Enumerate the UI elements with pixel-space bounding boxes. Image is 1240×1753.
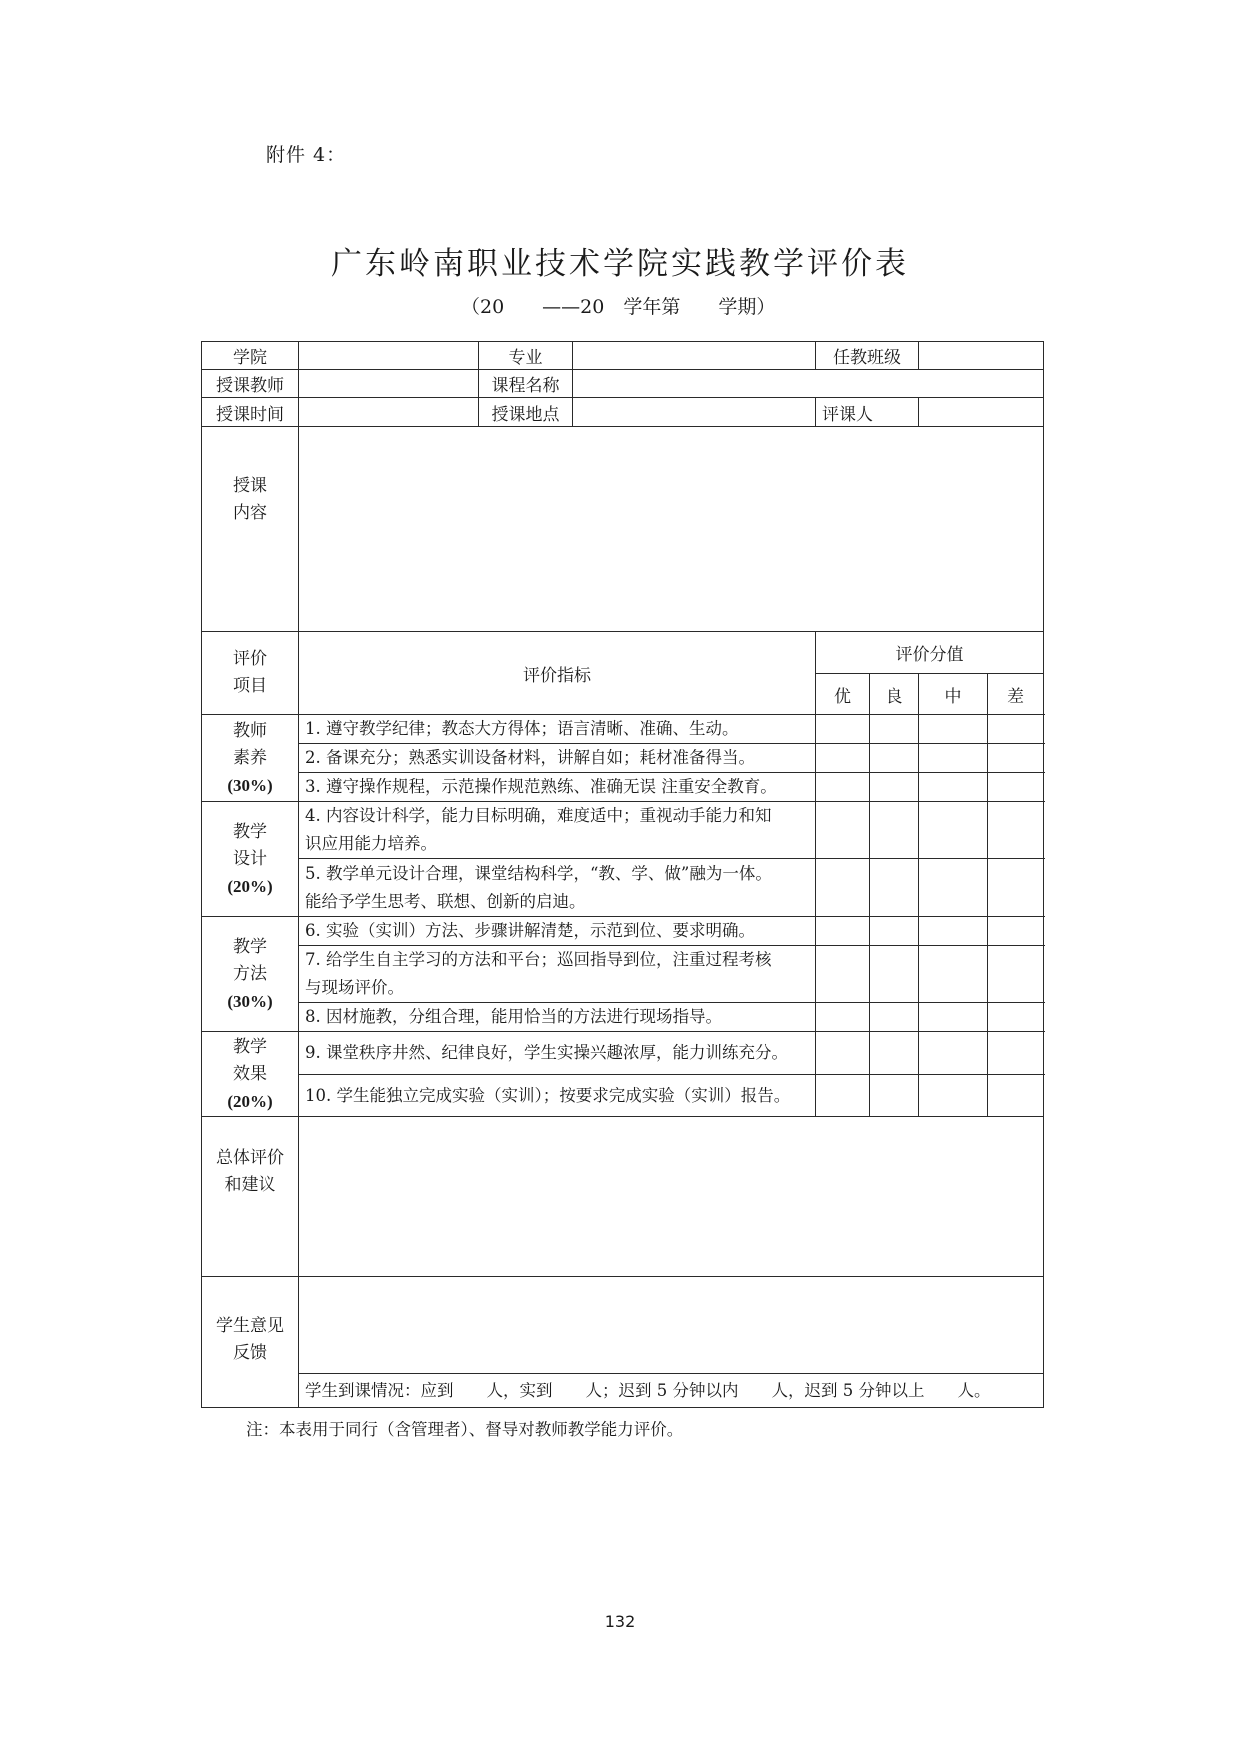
- score-cell[interactable]: [919, 946, 988, 1003]
- score-cell[interactable]: [816, 1003, 870, 1032]
- score-cell[interactable]: [988, 1032, 1044, 1075]
- overall-field[interactable]: [299, 1117, 1044, 1277]
- score-cell[interactable]: [816, 802, 870, 859]
- score-cell[interactable]: [870, 715, 919, 744]
- category-teacher-quality: 教师 素养 (30%): [202, 715, 299, 802]
- score-cell[interactable]: [988, 715, 1044, 744]
- score-cell[interactable]: [870, 946, 919, 1003]
- major-field[interactable]: [573, 342, 816, 370]
- feedback-field[interactable]: [299, 1277, 1044, 1374]
- score-cell[interactable]: [919, 917, 988, 946]
- time-label: 授课时间: [202, 398, 299, 427]
- score-cell[interactable]: [870, 1075, 919, 1117]
- score-cell[interactable]: [816, 744, 870, 773]
- score-cell[interactable]: [870, 1032, 919, 1075]
- score-cell[interactable]: [870, 802, 919, 859]
- attachment-label: 附件 4：: [266, 144, 347, 166]
- score-cell[interactable]: [988, 946, 1044, 1003]
- class-field[interactable]: [919, 342, 1044, 370]
- category-teaching-design: 教学 设计 (20%): [202, 802, 299, 917]
- score-cell[interactable]: [919, 773, 988, 802]
- score-cell[interactable]: [919, 859, 988, 917]
- indicator-9: 9. 课堂秩序井然、纪律良好，学生实操兴趣浓厚，能力训练充分。: [299, 1032, 816, 1075]
- course-label: 课程名称: [479, 370, 573, 398]
- score-cell[interactable]: [816, 946, 870, 1003]
- eval-indicator-header: 评价指标: [299, 632, 816, 715]
- indicator-8: 8. 因材施教，分组合理，能用恰当的方法进行现场指导。: [299, 1003, 816, 1032]
- score-cell[interactable]: [919, 1075, 988, 1117]
- overall-label: 总体评价 和建议: [202, 1117, 299, 1277]
- grade-average: 中: [919, 674, 988, 715]
- major-label: 专业: [479, 342, 573, 370]
- location-field[interactable]: [573, 398, 816, 427]
- score-cell[interactable]: [919, 715, 988, 744]
- class-label: 任教班级: [816, 342, 919, 370]
- indicator-4: 4. 内容设计科学，能力目标明确，难度适中；重视动手能力和知 识应用能力培养。: [299, 802, 816, 859]
- content-label: 授课 内容: [202, 427, 299, 632]
- reviewer-label: 评课人: [816, 398, 919, 427]
- form-subtitle: （20 ——20 学年第 学期）: [461, 296, 776, 318]
- attendance-line: 学生到课情况：应到 人，实到 人；迟到 5 分钟以内 人，迟到 5 分钟以上 人。: [299, 1374, 1044, 1408]
- score-cell[interactable]: [919, 1032, 988, 1075]
- location-label: 授课地点: [479, 398, 573, 427]
- college-field[interactable]: [299, 342, 479, 370]
- score-cell[interactable]: [988, 744, 1044, 773]
- time-field[interactable]: [299, 398, 479, 427]
- eval-score-header: 评价分值: [816, 632, 1044, 674]
- indicator-6: 6. 实验（实训）方法、步骤讲解清楚，示范到位、要求明确。: [299, 917, 816, 946]
- score-cell[interactable]: [816, 1032, 870, 1075]
- score-cell[interactable]: [870, 917, 919, 946]
- page-number: 132: [604, 1612, 636, 1631]
- score-cell[interactable]: [988, 859, 1044, 917]
- college-label: 学院: [202, 342, 299, 370]
- grade-good: 良: [870, 674, 919, 715]
- score-cell[interactable]: [988, 773, 1044, 802]
- score-cell[interactable]: [988, 802, 1044, 859]
- indicator-7: 7. 给学生自主学习的方法和平台；巡回指导到位，注重过程考核 与现场评价。: [299, 946, 816, 1003]
- indicator-5: 5. 教学单元设计合理，课堂结构科学，“教、学、做”融为一体。 能给予学生思考、联想、创新的启迪。: [299, 859, 816, 917]
- score-cell[interactable]: [988, 1003, 1044, 1032]
- course-field[interactable]: [573, 370, 1044, 398]
- reviewer-field[interactable]: [919, 398, 1044, 427]
- category-teaching-method: 教学 方法 (30%): [202, 917, 299, 1032]
- grade-excellent: 优: [816, 674, 870, 715]
- evaluation-form-table: [201, 341, 1044, 1408]
- category-teaching-effect: 教学 效果 (20%): [202, 1032, 299, 1117]
- score-cell[interactable]: [816, 1075, 870, 1117]
- indicator-1: 1. 遵守教学纪律；教态大方得体；语言清晰、准确、生动。: [299, 715, 816, 744]
- indicator-2: 2. 备课充分；熟悉实训设备材料，讲解自如；耗材准备得当。: [299, 744, 816, 773]
- teacher-field[interactable]: [299, 370, 479, 398]
- score-cell[interactable]: [816, 859, 870, 917]
- score-cell[interactable]: [870, 744, 919, 773]
- score-cell[interactable]: [919, 1003, 988, 1032]
- score-cell[interactable]: [919, 802, 988, 859]
- score-cell[interactable]: [919, 744, 988, 773]
- score-cell[interactable]: [816, 715, 870, 744]
- score-cell[interactable]: [816, 917, 870, 946]
- content-field[interactable]: [299, 427, 1044, 632]
- teacher-label: 授课教师: [202, 370, 299, 398]
- indicator-10: 10. 学生能独立完成实验（实训）；按要求完成实验（实训）报告。: [299, 1075, 816, 1117]
- score-cell[interactable]: [988, 917, 1044, 946]
- score-cell[interactable]: [870, 1003, 919, 1032]
- feedback-label: 学生意见 反馈: [202, 1277, 299, 1408]
- score-cell[interactable]: [870, 773, 919, 802]
- score-cell[interactable]: [870, 859, 919, 917]
- footnote: 注：本表用于同行（含管理者）、督导对教师教学能力评价。: [246, 1420, 684, 1439]
- grade-poor: 差: [988, 674, 1044, 715]
- form-title: 广东岭南职业技术学院实践教学评价表: [331, 246, 909, 282]
- score-cell[interactable]: [988, 1075, 1044, 1117]
- indicator-3: 3. 遵守操作规程，示范操作规范熟练、准确无误 注重安全教育。: [299, 773, 816, 802]
- eval-item-header: 评价 项目: [202, 632, 299, 715]
- score-cell[interactable]: [816, 773, 870, 802]
